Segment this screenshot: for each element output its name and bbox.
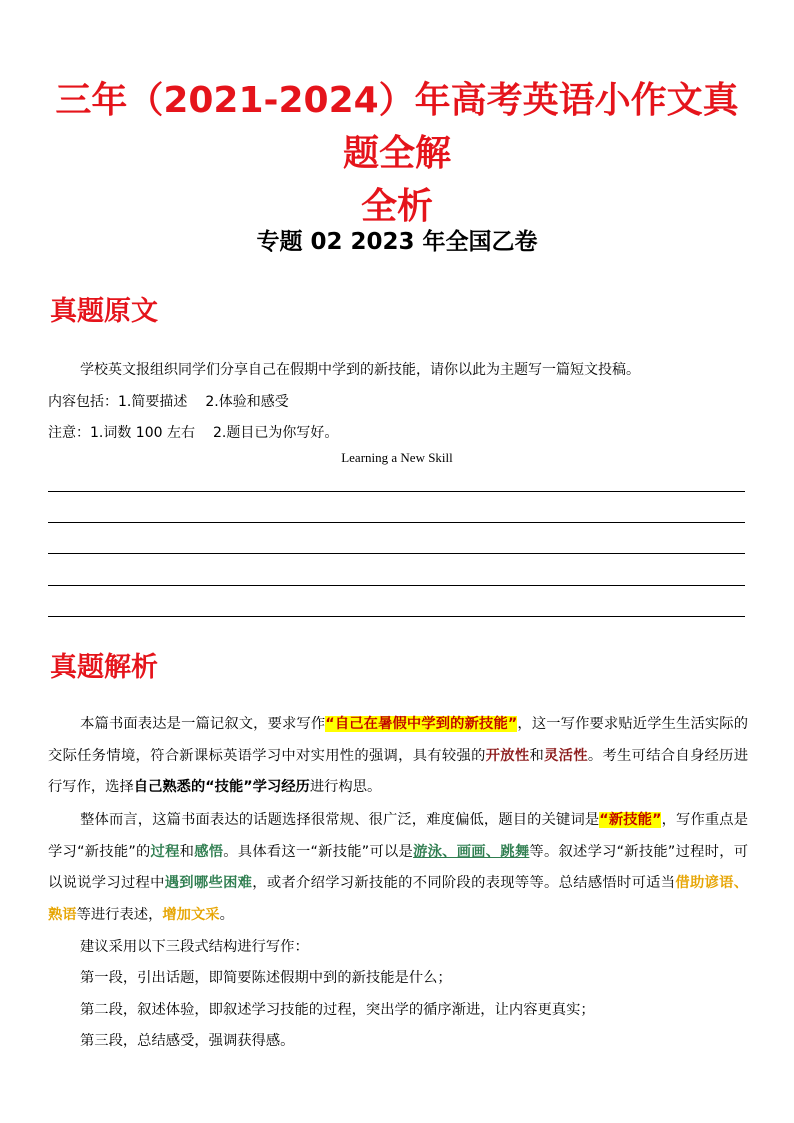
content-requirements (48, 392, 748, 412)
analysis-paragraph-4 (48, 963, 748, 995)
p1-text: 。考生可结合自身经历进行写作，选择 (48, 747, 749, 795)
analysis-paragraph-1 (48, 709, 748, 804)
p5-text: 第二段，叙述体验，即叙述学习技能的过程，突出学的循序渐进，让内容更真实； (80, 1002, 595, 1018)
p1-text: 进行构思。 (309, 779, 382, 795)
p1-highlight-topic: “自己在暑假中学到的新技能” (325, 716, 518, 732)
content-item-2: 2.体验和感受 (205, 394, 289, 410)
p2-keyword-examples: 游泳、画画、跳舞 (413, 843, 530, 860)
p1-keyword-flexibility: 灵活性 (544, 747, 588, 764)
p2-keyword-proverbs: 借助谚语、熟语 (48, 875, 749, 923)
p2-text: 。 (219, 906, 234, 923)
p2-keyword-style: 增加文采 (162, 906, 220, 923)
note-item-1: 注意：1.词数 100 左右 (48, 425, 195, 441)
analysis-paragraph-3 (48, 932, 748, 964)
writing-line (48, 585, 745, 586)
p2-highlight-keyword: “新技能” (599, 812, 662, 828)
writing-line (48, 491, 745, 492)
analysis-paragraph-5 (48, 995, 748, 1027)
p4-text: 第一段，引出话题，即简要陈述假期中到的新技能是什么； (80, 970, 452, 986)
p2-keyword-insight: 感悟 (194, 843, 224, 860)
prompt-text: 学校英文报组织同学们分享自己在假期中学到的新技能，请你以此为主题写一篇短文投稿。 (80, 362, 640, 378)
p1-text: 和 (529, 747, 545, 764)
p1-keyword-experience: 自己熟悉的“技能”学习经历 (133, 779, 310, 795)
main-title-line2: 全析 (360, 186, 433, 227)
p2-keyword-difficulties: 遇到哪些困难 (164, 875, 253, 891)
p3-text: 建议采用以下三段式结构进行写作： (80, 939, 309, 955)
p1-text: ，这一写作要求贴近学生生活实际的交际任务情境，符合新课标英语学习中对实用性的强调，具有较强的 (48, 716, 749, 764)
section-heading-analysis: 真题解析 (50, 652, 158, 683)
analysis-paragraph-6 (48, 1026, 748, 1058)
main-title (40, 74, 754, 233)
p2-text: 。具体看这一“新技能”可以是 (223, 843, 414, 860)
p2-text: 和 (179, 843, 195, 860)
main-title-line1: 三年（2021-2024）年高考英语小作文真题全解 (55, 80, 739, 174)
writing-line (48, 616, 745, 617)
p2-text: 整体而言，这篇书面表达的话题选择很常规、很广泛，难度偏低，题目的关键词是 (80, 812, 600, 828)
p2-text: 等进行表述， (76, 906, 163, 923)
essay-title: Learning a New Skill (341, 450, 453, 465)
writing-line (48, 553, 745, 554)
subtitle: 专题 02 2023 年全国乙卷 (256, 229, 538, 255)
writing-line (48, 522, 745, 523)
p2-text: ，写作重点是学习“新技能”的 (48, 812, 749, 860)
p1-keyword-openness: 开放性 (485, 747, 530, 764)
p1-text: 本篇书面表达是一篇记叙文，要求写作 (80, 716, 326, 732)
p2-keyword-process: 过程 (150, 843, 180, 860)
content-item-1: 内容包括：1.简要描述 (48, 394, 188, 410)
note-item-2: 2.题目已为你写好。 (212, 425, 339, 441)
section-heading-original: 真题原文 (50, 296, 158, 327)
analysis-paragraph-2 (48, 805, 748, 931)
p2-text: ，或者介绍学习新技能的不同阶段的表现等等。总结感悟时可适当 (252, 875, 676, 891)
p6-text: 第三段，总结感受，强调获得感。 (80, 1033, 295, 1049)
p2-text: 等。叙述学习“新技能”过程时，可以说说学习过程中 (48, 843, 749, 891)
notes (48, 423, 748, 443)
